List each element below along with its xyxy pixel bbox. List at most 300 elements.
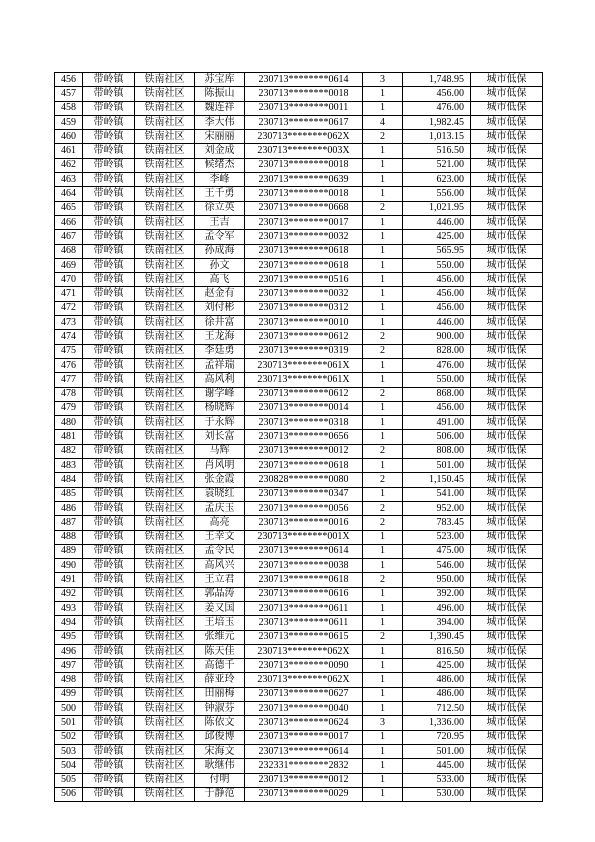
row-number: 473	[55, 316, 83, 330]
household-size-cell: 1	[363, 687, 403, 701]
table-row	[55, 673, 543, 687]
category-cell: 城市低保	[471, 187, 543, 201]
community-cell: 铁南社区	[135, 487, 195, 501]
amount-cell: 392.00	[403, 587, 471, 601]
town-cell: 带岭镇	[83, 130, 135, 144]
row-number: 488	[55, 530, 83, 544]
town-cell: 带岭镇	[83, 787, 135, 801]
town-cell: 带岭镇	[83, 730, 135, 744]
row-number: 458	[55, 101, 83, 115]
amount-cell: 394.00	[403, 616, 471, 630]
table-row	[55, 144, 543, 158]
name-cell: 孟祥瑞	[195, 358, 245, 372]
category-cell: 城市低保	[471, 702, 543, 716]
amount-cell: 556.00	[403, 187, 471, 201]
community-cell: 铁南社区	[135, 358, 195, 372]
category-cell: 城市低保	[471, 430, 543, 444]
name-cell: 肖风明	[195, 459, 245, 473]
table-row	[55, 101, 543, 115]
name-cell: 王龙海	[195, 330, 245, 344]
amount-cell: 425.00	[403, 230, 471, 244]
household-size-cell: 1	[363, 702, 403, 716]
category-cell: 城市低保	[471, 459, 543, 473]
name-cell: 郭晶涛	[195, 587, 245, 601]
amount-cell: 1,748.95	[403, 73, 471, 87]
relief-roster-table	[54, 72, 543, 802]
name-cell: 王培玉	[195, 616, 245, 630]
id-number-cell: 230713********0018	[245, 87, 363, 101]
household-size-cell: 1	[363, 301, 403, 315]
household-size-cell: 1	[363, 730, 403, 744]
town-cell: 带岭镇	[83, 273, 135, 287]
id-number-cell: 230713********0029	[245, 787, 363, 801]
town-cell: 带岭镇	[83, 459, 135, 473]
table-row	[55, 387, 543, 401]
id-number-cell: 230713********0032	[245, 230, 363, 244]
amount-cell: 900.00	[403, 330, 471, 344]
row-number: 470	[55, 273, 83, 287]
amount-cell: 446.00	[403, 316, 471, 330]
id-number-cell: 230713********0612	[245, 330, 363, 344]
household-size-cell: 1	[363, 287, 403, 301]
row-number: 481	[55, 430, 83, 444]
household-size-cell: 1	[363, 644, 403, 658]
id-number-cell: 230713********0012	[245, 444, 363, 458]
town-cell: 带岭镇	[83, 773, 135, 787]
row-number: 475	[55, 344, 83, 358]
community-cell: 铁南社区	[135, 130, 195, 144]
row-number: 501	[55, 716, 83, 730]
town-cell: 带岭镇	[83, 744, 135, 758]
household-size-cell: 1	[363, 316, 403, 330]
category-cell: 城市低保	[471, 744, 543, 758]
row-number: 474	[55, 330, 83, 344]
id-number-cell: 230828********0080	[245, 473, 363, 487]
town-cell: 带岭镇	[83, 316, 135, 330]
category-cell: 城市低保	[471, 344, 543, 358]
household-size-cell: 3	[363, 716, 403, 730]
town-cell: 带岭镇	[83, 330, 135, 344]
category-cell: 城市低保	[471, 358, 543, 372]
category-cell: 城市低保	[471, 215, 543, 229]
town-cell: 带岭镇	[83, 201, 135, 215]
category-cell: 城市低保	[471, 644, 543, 658]
table-row	[55, 501, 543, 515]
category-cell: 城市低保	[471, 301, 543, 315]
community-cell: 铁南社区	[135, 544, 195, 558]
category-cell: 城市低保	[471, 401, 543, 415]
town-cell: 带岭镇	[83, 544, 135, 558]
table-row	[55, 244, 543, 258]
town-cell: 带岭镇	[83, 487, 135, 501]
id-number-cell: 230713********001X	[245, 530, 363, 544]
table-row	[55, 559, 543, 573]
category-cell: 城市低保	[471, 716, 543, 730]
amount-cell: 456.00	[403, 301, 471, 315]
household-size-cell: 1	[363, 373, 403, 387]
amount-cell: 425.00	[403, 659, 471, 673]
town-cell: 带岭镇	[83, 387, 135, 401]
id-number-cell: 230713********0010	[245, 316, 363, 330]
category-cell: 城市低保	[471, 516, 543, 530]
row-number: 484	[55, 473, 83, 487]
id-number-cell: 230713********0611	[245, 616, 363, 630]
table-row	[55, 187, 543, 201]
community-cell: 铁南社区	[135, 730, 195, 744]
community-cell: 铁南社区	[135, 630, 195, 644]
household-size-cell: 1	[363, 173, 403, 187]
name-cell: 徐井富	[195, 316, 245, 330]
id-number-cell: 230713********0038	[245, 559, 363, 573]
category-cell: 城市低保	[471, 101, 543, 115]
table-row	[55, 459, 543, 473]
category-cell: 城市低保	[471, 759, 543, 773]
table-row	[55, 401, 543, 415]
amount-cell: 456.00	[403, 287, 471, 301]
table-row	[55, 215, 543, 229]
household-size-cell: 1	[363, 659, 403, 673]
town-cell: 带岭镇	[83, 73, 135, 87]
table-row	[55, 444, 543, 458]
row-number: 498	[55, 673, 83, 687]
row-number: 505	[55, 773, 83, 787]
town-cell: 带岭镇	[83, 573, 135, 587]
name-cell: 王吉	[195, 215, 245, 229]
table-row	[55, 430, 543, 444]
category-cell: 城市低保	[471, 387, 543, 401]
name-cell: 孟令民	[195, 544, 245, 558]
community-cell: 铁南社区	[135, 473, 195, 487]
category-cell: 城市低保	[471, 673, 543, 687]
row-number: 465	[55, 201, 83, 215]
household-size-cell: 1	[363, 459, 403, 473]
amount-cell: 541.00	[403, 487, 471, 501]
id-number-cell: 230713********0090	[245, 659, 363, 673]
name-cell: 田丽梅	[195, 687, 245, 701]
row-number: 472	[55, 301, 83, 315]
amount-cell: 530.00	[403, 787, 471, 801]
amount-cell: 445.00	[403, 759, 471, 773]
household-size-cell: 1	[363, 530, 403, 544]
amount-cell: 456.00	[403, 401, 471, 415]
amount-cell: 521.00	[403, 158, 471, 172]
community-cell: 铁南社区	[135, 716, 195, 730]
community-cell: 铁南社区	[135, 516, 195, 530]
amount-cell: 546.00	[403, 559, 471, 573]
table-row	[55, 601, 543, 615]
community-cell: 铁南社区	[135, 773, 195, 787]
row-number: 459	[55, 115, 83, 129]
household-size-cell: 1	[363, 158, 403, 172]
id-number-cell: 230713********0656	[245, 430, 363, 444]
name-cell: 张金霞	[195, 473, 245, 487]
community-cell: 铁南社区	[135, 244, 195, 258]
community-cell: 铁南社区	[135, 759, 195, 773]
community-cell: 铁南社区	[135, 258, 195, 272]
amount-cell: 816.50	[403, 644, 471, 658]
row-number: 499	[55, 687, 83, 701]
amount-cell: 550.00	[403, 373, 471, 387]
category-cell: 城市低保	[471, 144, 543, 158]
name-cell: 孟庆玉	[195, 501, 245, 515]
town-cell: 带岭镇	[83, 215, 135, 229]
town-cell: 带岭镇	[83, 258, 135, 272]
id-number-cell: 230713********062X	[245, 673, 363, 687]
row-number: 466	[55, 215, 83, 229]
category-cell: 城市低保	[471, 258, 543, 272]
town-cell: 带岭镇	[83, 759, 135, 773]
amount-cell: 486.00	[403, 687, 471, 701]
community-cell: 铁南社区	[135, 316, 195, 330]
amount-cell: 446.00	[403, 215, 471, 229]
id-number-cell: 230713********0516	[245, 273, 363, 287]
community-cell: 铁南社区	[135, 144, 195, 158]
amount-cell: 476.00	[403, 358, 471, 372]
table-row	[55, 530, 543, 544]
amount-cell: 808.00	[403, 444, 471, 458]
town-cell: 带岭镇	[83, 173, 135, 187]
community-cell: 铁南社区	[135, 601, 195, 615]
category-cell: 城市低保	[471, 87, 543, 101]
name-cell: 李大伟	[195, 115, 245, 129]
household-size-cell: 1	[363, 401, 403, 415]
community-cell: 铁南社区	[135, 158, 195, 172]
row-number: 492	[55, 587, 83, 601]
table-row	[55, 73, 543, 87]
household-size-cell: 1	[363, 587, 403, 601]
community-cell: 铁南社区	[135, 416, 195, 430]
community-cell: 铁南社区	[135, 644, 195, 658]
town-cell: 带岭镇	[83, 702, 135, 716]
table-row	[55, 687, 543, 701]
id-number-cell: 230713********0618	[245, 459, 363, 473]
name-cell: 耿继伟	[195, 759, 245, 773]
amount-cell: 712.50	[403, 702, 471, 716]
household-size-cell: 2	[363, 387, 403, 401]
community-cell: 铁南社区	[135, 673, 195, 687]
category-cell: 城市低保	[471, 587, 543, 601]
id-number-cell: 230713********0617	[245, 115, 363, 129]
id-number-cell: 230713********0032	[245, 287, 363, 301]
id-number-cell: 230713********0616	[245, 587, 363, 601]
amount-cell: 720.95	[403, 730, 471, 744]
community-cell: 铁南社区	[135, 559, 195, 573]
name-cell: 高德千	[195, 659, 245, 673]
amount-cell: 475.00	[403, 544, 471, 558]
row-number: 502	[55, 730, 83, 744]
table-row	[55, 115, 543, 129]
name-cell: 杨晓辉	[195, 401, 245, 415]
id-number-cell: 230713********0614	[245, 544, 363, 558]
town-cell: 带岭镇	[83, 530, 135, 544]
name-cell: 王幸文	[195, 530, 245, 544]
household-size-cell: 1	[363, 258, 403, 272]
amount-cell: 456.00	[403, 87, 471, 101]
household-size-cell: 1	[363, 230, 403, 244]
table-row	[55, 301, 543, 315]
name-cell: 候绪杰	[195, 158, 245, 172]
name-cell: 于永辉	[195, 416, 245, 430]
id-number-cell: 230713********0639	[245, 173, 363, 187]
name-cell: 王立君	[195, 573, 245, 587]
community-cell: 铁南社区	[135, 787, 195, 801]
amount-cell: 1,390.45	[403, 630, 471, 644]
id-number-cell: 230713********0016	[245, 516, 363, 530]
amount-cell: 501.00	[403, 744, 471, 758]
household-size-cell: 1	[363, 101, 403, 115]
row-number: 469	[55, 258, 83, 272]
row-number: 489	[55, 544, 83, 558]
row-number: 486	[55, 501, 83, 515]
id-number-cell: 230713********0318	[245, 416, 363, 430]
community-cell: 铁南社区	[135, 401, 195, 415]
town-cell: 带岭镇	[83, 673, 135, 687]
town-cell: 带岭镇	[83, 430, 135, 444]
category-cell: 城市低保	[471, 130, 543, 144]
town-cell: 带岭镇	[83, 473, 135, 487]
category-cell: 城市低保	[471, 158, 543, 172]
community-cell: 铁南社区	[135, 530, 195, 544]
name-cell: 陈振山	[195, 87, 245, 101]
household-size-cell: 1	[363, 273, 403, 287]
amount-cell: 828.00	[403, 344, 471, 358]
row-number: 494	[55, 616, 83, 630]
amount-cell: 476.00	[403, 101, 471, 115]
name-cell: 邱俊博	[195, 730, 245, 744]
id-number-cell: 230713********0618	[245, 258, 363, 272]
name-cell: 苏宝库	[195, 73, 245, 87]
category-cell: 城市低保	[471, 316, 543, 330]
table-row	[55, 273, 543, 287]
household-size-cell: 2	[363, 330, 403, 344]
household-size-cell: 1	[363, 616, 403, 630]
community-cell: 铁南社区	[135, 344, 195, 358]
table-row	[55, 773, 543, 787]
document-sheet	[54, 72, 543, 802]
name-cell: 刘长富	[195, 430, 245, 444]
amount-cell: 486.00	[403, 673, 471, 687]
category-cell: 城市低保	[471, 201, 543, 215]
household-size-cell: 2	[363, 630, 403, 644]
amount-cell: 506.00	[403, 430, 471, 444]
household-size-cell: 2	[363, 201, 403, 215]
community-cell: 铁南社区	[135, 616, 195, 630]
id-number-cell: 230713********0014	[245, 401, 363, 415]
row-number: 490	[55, 559, 83, 573]
category-cell: 城市低保	[471, 287, 543, 301]
row-number: 506	[55, 787, 83, 801]
table-row	[55, 787, 543, 801]
town-cell: 带岭镇	[83, 616, 135, 630]
category-cell: 城市低保	[471, 230, 543, 244]
id-number-cell: 230713********0614	[245, 73, 363, 87]
category-cell: 城市低保	[471, 244, 543, 258]
name-cell: 赵金有	[195, 287, 245, 301]
name-cell: 孟令军	[195, 230, 245, 244]
amount-cell: 533.00	[403, 773, 471, 787]
row-number: 493	[55, 601, 83, 615]
table-row	[55, 587, 543, 601]
household-size-cell: 2	[363, 473, 403, 487]
community-cell: 铁南社区	[135, 187, 195, 201]
amount-cell: 456.00	[403, 273, 471, 287]
household-size-cell: 1	[363, 759, 403, 773]
community-cell: 铁南社区	[135, 201, 195, 215]
table-row	[55, 744, 543, 758]
category-cell: 城市低保	[471, 173, 543, 187]
id-number-cell: 230713********062X	[245, 644, 363, 658]
row-number: 464	[55, 187, 83, 201]
table-row	[55, 630, 543, 644]
town-cell: 带岭镇	[83, 230, 135, 244]
name-cell: 谢学峰	[195, 387, 245, 401]
town-cell: 带岭镇	[83, 158, 135, 172]
community-cell: 铁南社区	[135, 430, 195, 444]
household-size-cell: 2	[363, 444, 403, 458]
town-cell: 带岭镇	[83, 559, 135, 573]
name-cell: 宋海文	[195, 744, 245, 758]
table-row	[55, 158, 543, 172]
amount-cell: 1,150.45	[403, 473, 471, 487]
id-number-cell: 230713********0627	[245, 687, 363, 701]
row-number: 477	[55, 373, 83, 387]
town-cell: 带岭镇	[83, 401, 135, 415]
table-row	[55, 702, 543, 716]
household-size-cell: 2	[363, 573, 403, 587]
row-number: 491	[55, 573, 83, 587]
table-row	[55, 573, 543, 587]
table-row	[55, 516, 543, 530]
community-cell: 铁南社区	[135, 387, 195, 401]
amount-cell: 1,982.45	[403, 115, 471, 129]
id-number-cell: 230713********0668	[245, 201, 363, 215]
id-number-cell: 230713********0012	[245, 773, 363, 787]
household-size-cell: 1	[363, 215, 403, 229]
table-row	[55, 130, 543, 144]
household-size-cell: 3	[363, 73, 403, 87]
name-cell: 孙文	[195, 258, 245, 272]
category-cell: 城市低保	[471, 487, 543, 501]
table-row	[55, 230, 543, 244]
amount-cell: 523.00	[403, 530, 471, 544]
category-cell: 城市低保	[471, 659, 543, 673]
town-cell: 带岭镇	[83, 344, 135, 358]
town-cell: 带岭镇	[83, 301, 135, 315]
category-cell: 城市低保	[471, 559, 543, 573]
row-number: 463	[55, 173, 83, 187]
name-cell: 高风利	[195, 373, 245, 387]
community-cell: 铁南社区	[135, 173, 195, 187]
household-size-cell: 2	[363, 516, 403, 530]
category-cell: 城市低保	[471, 601, 543, 615]
table-row	[55, 644, 543, 658]
amount-cell: 1,021.95	[403, 201, 471, 215]
community-cell: 铁南社区	[135, 587, 195, 601]
row-number: 503	[55, 744, 83, 758]
community-cell: 铁南社区	[135, 687, 195, 701]
category-cell: 城市低保	[471, 544, 543, 558]
community-cell: 铁南社区	[135, 273, 195, 287]
household-size-cell: 1	[363, 244, 403, 258]
table-row	[55, 287, 543, 301]
id-number-cell: 230713********0018	[245, 158, 363, 172]
row-number: 457	[55, 87, 83, 101]
amount-cell: 565.95	[403, 244, 471, 258]
household-size-cell: 1	[363, 787, 403, 801]
row-number: 471	[55, 287, 83, 301]
town-cell: 带岭镇	[83, 187, 135, 201]
community-cell: 铁南社区	[135, 73, 195, 87]
